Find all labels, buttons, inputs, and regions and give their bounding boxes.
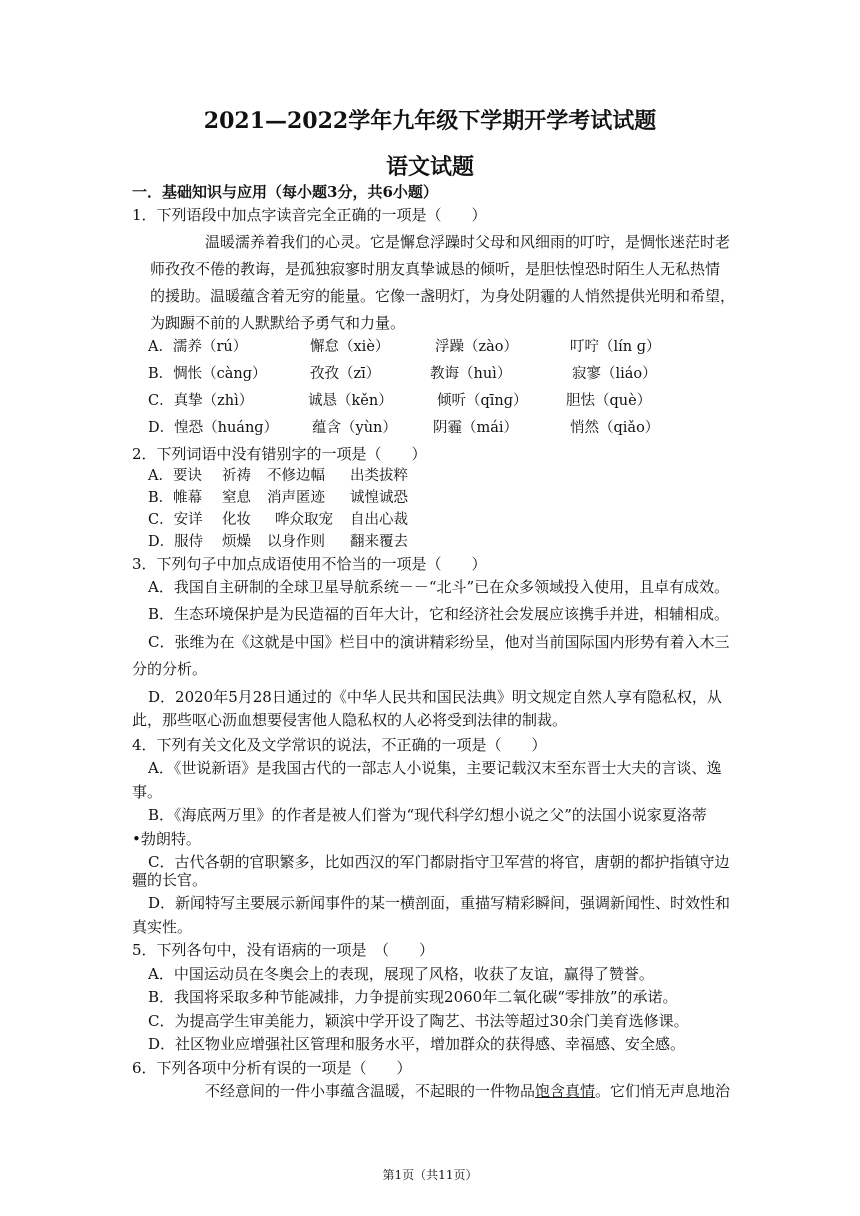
q5-option-b: B．我国将采取多种节能减排，力争提前实现2060年二氧化碳“零排放”的承诺。 <box>148 988 678 1006</box>
q1-option-b-1: B．惆怅（cànɡ） <box>148 366 267 382</box>
q2-option-b-2: 窒息 <box>222 490 251 506</box>
q2-option-a-1: A．要诀 <box>148 468 202 484</box>
exam-subtitle: 语文试题 <box>385 154 474 180</box>
q3-option-c: C．张维为在《这就是中国》栏目中的演讲精彩纷呈，他对当前国际国内形势有着入木三 <box>148 633 730 651</box>
q4-option-a: A．《世说新语》是我国古代的一部志人小说集，主要记载汉末至东晋士大夫的言谈、逸 <box>148 759 722 777</box>
q2-option-d-4: 翻来覆去 <box>350 534 408 550</box>
q4-option-a-cont: 事。 <box>132 783 163 801</box>
q2-option-b-3: 消声匿迹 <box>267 490 325 506</box>
q2-option-a-2: 祈祷 <box>222 468 251 484</box>
q1-option-d-4: 悄然（qiǎo） <box>570 420 660 436</box>
q4-option-d-cont: 真实性。 <box>132 918 193 936</box>
q2-option-c-4: 自出心裁 <box>350 512 408 528</box>
q1-stem: 1．下列语段中加点字读音完全正确的一项是（ ） <box>132 206 487 224</box>
q6-text-post: 。它们悄无声息地治 <box>595 1082 731 1100</box>
q1-option-b-4: 寂寥（liáo） <box>572 366 657 382</box>
q3-option-c-cont: 分的分析。 <box>132 660 208 678</box>
q3-option-b: B．生态环境保护是为民造福的百年大计，它和经济社会发展应该携手并进，相辅相成。 <box>148 605 730 623</box>
q2-option-c-1: C．安详 <box>148 512 203 528</box>
exam-title: 2021—2022学年九年级下学期开学考试试题 <box>203 108 657 134</box>
q2-option-d-1: D．服侍 <box>148 534 204 550</box>
q6-stem: 6．下列各项中分析有误的一项是（ ） <box>132 1059 412 1077</box>
q2-option-a-3: 不修边幅 <box>267 468 325 484</box>
q1-passage-line: 为踟蹰不前的人默默给予勇气和力量。 <box>150 314 406 332</box>
q1-passage-line: 的援助。温暖蕴含着无穷的能量。它像一盏明灯，为身处阴霾的人悄然提供光明和希望， <box>150 287 736 305</box>
q2-option-b-1: B．帷幕 <box>148 490 203 506</box>
q1-passage-line: 温暖濡养着我们的心灵。它是懈怠浮躁时父母和风细雨的叮咛，是惆怅迷茫时老 <box>205 233 731 251</box>
q1-option-c-4: 胆怯（què） <box>566 393 652 409</box>
q4-option-d: D．新闻特写主要展示新闻事件的某一横剖面，重描写精彩瞬间，强调新闻性、时效性和 <box>148 894 731 912</box>
q2-option-c-3: 哗众取宠 <box>275 512 333 528</box>
q1-option-b-2: 孜孜（zī） <box>310 366 381 382</box>
section-heading: 一．基础知识与应用（每小题3分，共6小题） <box>132 183 438 201</box>
q2-option-b-4: 诚惶诚恐 <box>350 490 408 506</box>
q6-text-pre: 不经意间的一件小事蕴含温暖，不起眼的一件物品 <box>205 1082 536 1100</box>
q6-passage-line <box>205 1081 730 1101</box>
q1-option-b-3: 教诲（huì） <box>430 366 512 382</box>
q5-stem: 5．下列各句中，没有语病的一项是 （ ） <box>132 941 435 959</box>
q3-stem: 3．下列句子中加点成语使用不恰当的一项是（ ） <box>132 555 487 573</box>
q5-option-c: C．为提高学生审美能力，颖滨中学开设了陶艺、书法等超过30余门美育选修课。 <box>148 1012 689 1030</box>
q4-option-b: B．《海底两万里》的作者是被人们誉为“现代科学幻想小说之父”的法国小说家夏洛蒂 <box>148 806 707 824</box>
q6-underlined-phrase: 饱含真情 <box>535 1082 596 1100</box>
q1-option-a-2: 懈怠（xiè） <box>310 339 390 355</box>
q1-option-a-1: A．濡养（rú） <box>148 339 248 355</box>
q3-option-a: A．我国自主研制的全球卫星导航系统－－“北斗”已在众多领域投入使用，且卓有成效。 <box>148 578 730 596</box>
q1-option-a-3: 浮躁（zào） <box>435 339 519 355</box>
q2-stem: 2．下列词语中没有错别字的一项是（ ） <box>132 445 427 463</box>
q2-option-d-2: 烦燥 <box>222 534 251 550</box>
q3-option-d-cont: 此，那些呕心沥血想要侵害他人隐私权的人必将受到法律的制裁。 <box>132 711 568 729</box>
q2-option-a-4: 出类拔粹 <box>350 468 408 484</box>
q5-option-d: D．社区物业应增强社区管理和服务水平，增加群众的获得感、幸福感、安全感。 <box>148 1035 686 1053</box>
q1-option-d-3: 阴霾（mái） <box>433 420 519 436</box>
q1-passage-line: 师孜孜不倦的教诲，是孤独寂寥时朋友真挚诚恳的倾听，是胆怯惶恐时陌生人无私热情 <box>150 260 721 278</box>
q4-option-c-cont: 疆的长官。 <box>132 871 208 889</box>
q2-option-d-3: 以身作则 <box>267 534 325 550</box>
q1-option-d-1: D．惶恐（huánɡ） <box>148 420 279 436</box>
q1-option-c-1: C．真挚（zhì） <box>148 393 254 409</box>
q1-option-c-3: 倾听（qīnɡ） <box>437 393 528 409</box>
q4-stem: 4．下列有关文化及文学常识的说法，不正确的一项是（ ） <box>132 736 547 754</box>
q1-option-c-2: 诚恳（kěn） <box>308 393 393 409</box>
page-footer: 第1页（共11页） <box>382 1168 478 1182</box>
q5-option-a: A．中国运动员在冬奥会上的表现，展现了风格，收获了友谊，赢得了赞誉。 <box>148 965 654 983</box>
q1-option-a-4: 叮咛（lín ɡ） <box>570 339 661 355</box>
q1-option-d-2: 蕴含（yùn） <box>312 420 397 436</box>
q2-option-c-2: 化妆 <box>222 512 251 528</box>
q4-option-c: C．古代各朝的官职繁多，比如西汉的军门都尉指守卫军营的将官，唐朝的都护指镇守边 <box>148 853 730 871</box>
q4-option-b-cont: •勃朗特。 <box>132 830 201 848</box>
q3-option-d: D．2020年5月28日通过的《中华人民共和国民法典》明文规定自然人享有隐私权，从 <box>148 688 722 706</box>
